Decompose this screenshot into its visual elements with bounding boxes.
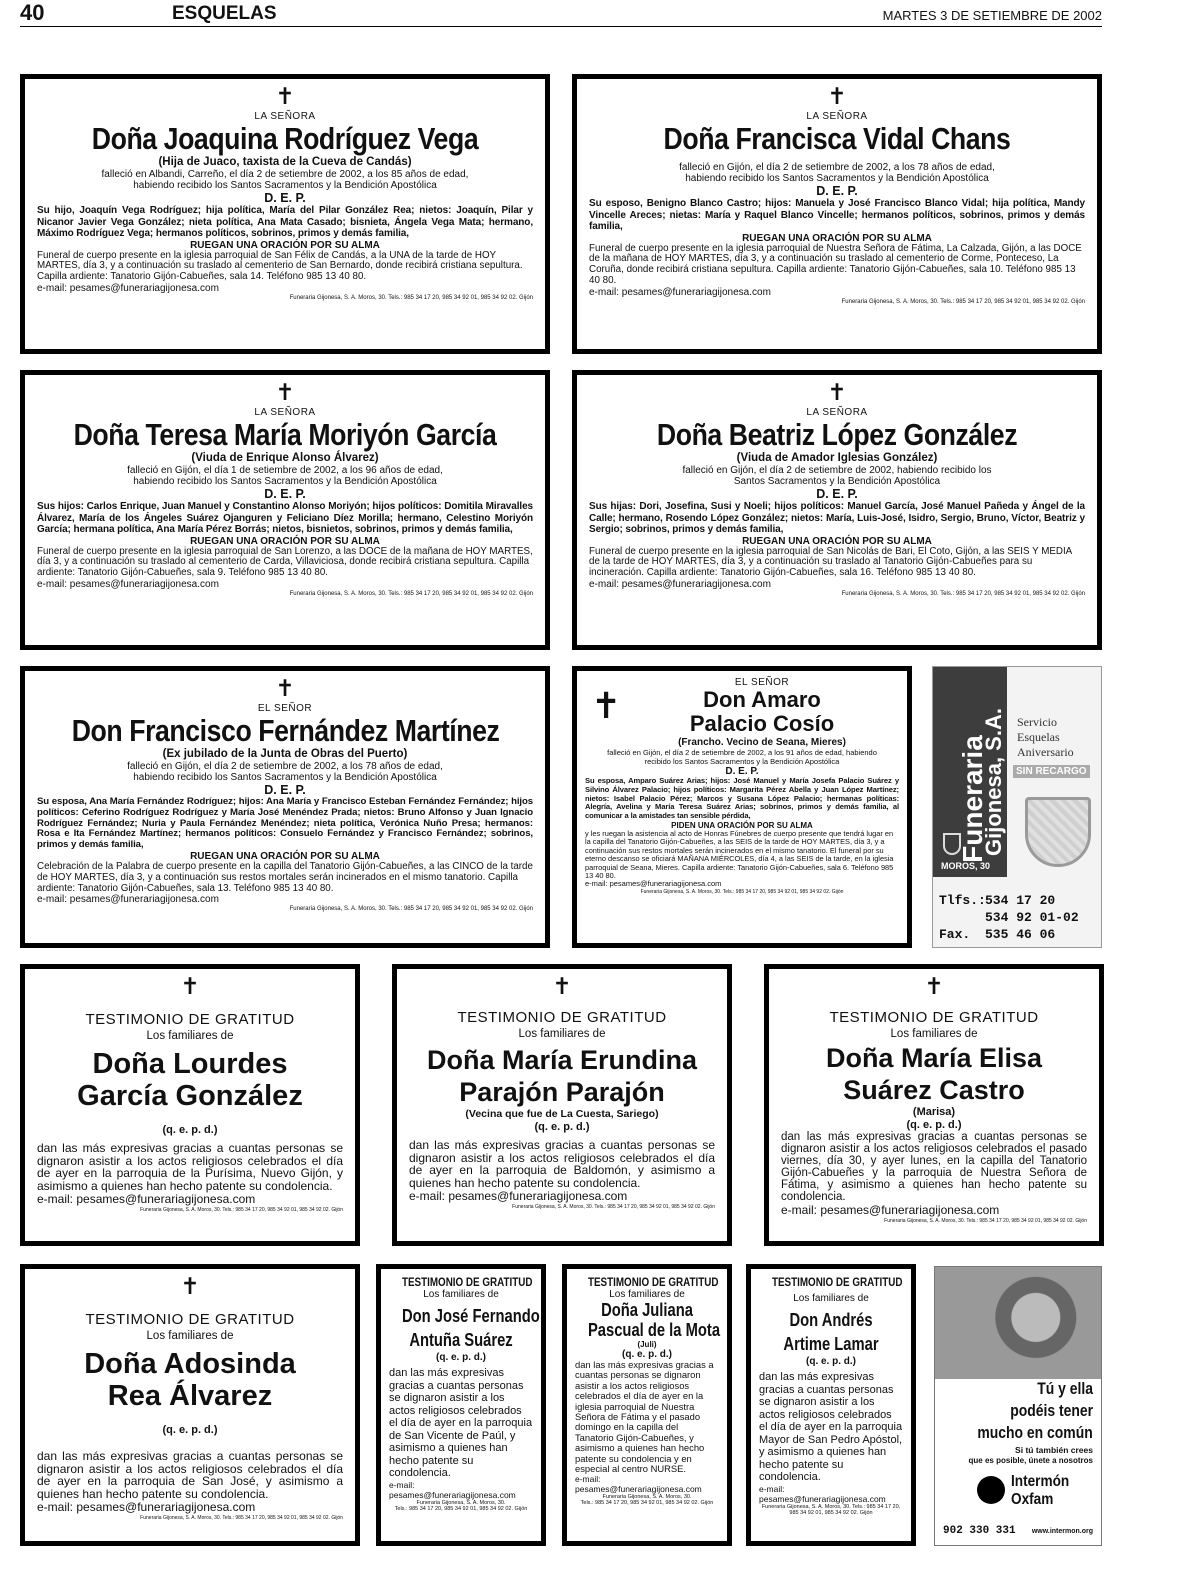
deceased-subtitle: (Vecina que fue de La Cuesta, Sariego): [465, 1108, 659, 1120]
ad-phone: 902 330 331: [943, 1525, 1016, 1537]
gratitude-notice: [376, 1264, 546, 1546]
condolence-email: e-mail: pesames@funerariagijonesa.com: [575, 1474, 702, 1495]
gratitude-notice: [746, 1264, 916, 1546]
funeral-home-footer: Funeraria Gijonesa, S. A. Moros, 30. Tels.: 985 34 17 20, 985 34 92 01, 985 34 92 02. Gijón: [289, 906, 533, 913]
obituary-notice: [20, 666, 550, 948]
cross-icon: ✝: [180, 1274, 200, 1300]
condolence-email: e-mail: pesames@funerariagijonesa.com: [37, 1500, 256, 1514]
qepd-mark: (q. e. p. d.): [906, 1119, 962, 1131]
deceased-name: Don Francisco Fernández Martínez: [71, 713, 500, 748]
funeral-home-footer-tels: Tels.: 985 34 17 20, 985 34 92 01, 985 34 92 02. Gijón: [394, 1505, 528, 1512]
dep-mark: D. E. P.: [264, 783, 306, 797]
deceased-name-line-2: Artime Lamar: [783, 1334, 879, 1354]
prayer-request: RUEGAN UNA ORACIÓN POR SU ALMA: [190, 850, 380, 862]
page-date: MARTES 3 DE SETIEMBRE DE 2002: [882, 8, 1102, 23]
deceased-name-line-1: Don José Fernando: [401, 1306, 540, 1326]
ad-fax-label: Fax.: [939, 927, 971, 942]
condolence-email: e-mail: pesames@funerariagijonesa.com: [389, 1479, 516, 1500]
family-list: Su esposa, Amparo Suárez Arias; hijos: José Manuel y María Josefa Palacio Suárez y Silvino Álvarez Palacio; hijos políticos: Margarita Pérez Abella y Juan López Martínez; nietos: Isabel Palacio Pérez; Marcos y Susana López Palacio; hermanas políticas: Alegría, Avelina y María Teresa Suárez Arias; sobrinos, primos y demás familia, al comunicar a la amistades tan sensible pérdida,: [585, 776, 899, 821]
deceased-subtitle: (Ex jubilado de la Junta de Obras del Puerto): [162, 748, 408, 760]
notice-label: LA SEÑORA: [806, 407, 868, 418]
ad-tel-label: Tlfs.:: [939, 893, 986, 908]
cross-icon: ✝: [591, 686, 622, 727]
obituary-notice: [20, 370, 550, 650]
condolence-email: e-mail: pesames@funerariagijonesa.com: [781, 1203, 1000, 1217]
gratitude-notice: [764, 964, 1104, 1246]
deceased-name: Doña Francisca Vidal Chans: [663, 121, 1011, 156]
prayer-request: RUEGAN UNA ORACIÓN POR SU ALMA: [190, 535, 380, 547]
deceased-name-line-2: García González: [77, 1080, 303, 1112]
deceased-name: Doña Joaquina Rodríguez Vega: [91, 121, 479, 156]
condolence-email: e-mail: pesames@funerariagijonesa.com: [585, 879, 722, 889]
dep-mark: D. E. P.: [725, 766, 759, 777]
ad-service-line-3: Aniversario: [1017, 745, 1074, 759]
ad-fax: 535 46 06: [985, 927, 1056, 942]
gratitude-notice: [392, 964, 732, 1246]
qepd-mark: (q. e. p. d.): [436, 1352, 486, 1363]
gratitude-message: dan las más expresivas gracias a cuantas personas se dignaron asistir a los actos religiosos celebrados el día de ayer en la parroquia de Baldomón, y asimismo a quienes han hecho patente su condolencia.: [409, 1138, 715, 1190]
gratitude-heading: TESTIMONIO DE GRATITUD: [457, 1009, 667, 1026]
funeral-details: Funeral de cuerpo presente en la iglesia parroquial de San Nicolás de Bari, El Coto, Gijón, a las SEIS Y MEDIA de la tarde de HOY MARTES, día 3, y a continuación su traslado al Tanatorio Gijón-Cabueñes para su incineración. Capilla ardiente: Tanatorio Gijón-Cabueñes, sala 16. Teléfono 985 13 40 80.: [589, 545, 1072, 579]
dep-mark: D. E. P.: [816, 184, 858, 198]
family-list: Su esposo, Benigno Blanco Castro; hijos: Manuela y José Francisco Blanco Vidal; hija política, Mandy Vincelle Areces; nietas: María y Raquel Blanco Vincelle; hermanos políticos, sobrinos, primos y demás familia,: [589, 198, 1085, 232]
gratitude-heading: TESTIMONIO DE GRATITUD: [401, 1275, 533, 1289]
funeral-home-footer: Funeraria Gijonesa, S. A. Moros, 30. Tels.: 985 34 17 20, 985 34 92 01, 985 34 92 02. Gijón: [640, 889, 844, 896]
condolence-email: e-mail: pesames@funerariagijonesa.com: [37, 894, 219, 906]
deceased-subtitle: (Viuda de Amador Iglesias González): [736, 452, 938, 464]
funeral-home-footer: Funeraria Gijonesa, S. A. Moros, 30. Tels.: 985 34 17 20, 985 34 92 01, 985 34 92 02. Gijón: [884, 1218, 1087, 1224]
notice-label: LA SEÑORA: [254, 111, 316, 122]
deceased-name-line-1: Doña Lourdes: [92, 1048, 288, 1080]
family-intro: Los familiares de: [793, 1293, 869, 1304]
deceased-name-line-1: Doña Juliana: [601, 1300, 693, 1320]
section-title: ESQUELAS: [172, 3, 277, 24]
funeral-details: y les ruegan la asistencia al acto de Honras Fúnebres de cuerpo presente que tendrá lugar en la capilla del Tanatorio Gijón-Cabueñes, a las SEIS de la tarde de HOY MARTES, día 3, y a continuación sus restos mortales serán incinerados en el mismo tanatorio. El funeral por su eterno descanso se oficiará MAÑANA MIÉRCOLES, día 4, a las SEIS de la tarde, en la iglesia parroquial de Seana, Mieres. Capilla ardiente: Tanatorio Gijón-Cabueñes, sala 6. Teléfono 985 13 40 80.: [585, 828, 894, 881]
gratitude-heading: TESTIMONIO DE GRATITUD: [587, 1275, 719, 1289]
prayer-request: RUEGAN UNA ORACIÓN POR SU ALMA: [742, 535, 932, 547]
funeral-home-footer-name: Funeraria Gijonesa, S. A. Moros, 30.: [416, 1499, 506, 1506]
deceased-name-line-2: Parajón Parajón: [459, 1077, 665, 1107]
deceased-name: Doña Teresa María Moriyón García: [73, 417, 497, 452]
intermon-oxfam-ad: [934, 1266, 1102, 1546]
page-number: 40: [20, 0, 45, 25]
gratitude-notice: [20, 964, 360, 1246]
notice-label: LA SEÑORA: [806, 111, 868, 122]
ad-slogan-line-3: mucho en común: [977, 1423, 1093, 1442]
gratitude-heading: TESTIMONIO DE GRATITUD: [829, 1009, 1039, 1026]
ad-coat-of-arms-icon: [943, 833, 961, 855]
gratitude-notice: [562, 1264, 732, 1546]
cross-icon: ✝: [827, 380, 847, 406]
deceased-name-line-2: Antuña Suárez: [409, 1330, 513, 1350]
gratitude-heading: TESTIMONIO DE GRATITUD: [771, 1275, 903, 1289]
oxfam-logo-icon: [977, 1476, 1005, 1504]
ad-no-charge-badge: SIN RECARGO: [1013, 765, 1090, 778]
ad-service-line-2: Esquelas: [1017, 730, 1060, 744]
family-intro: Los familiares de: [518, 1028, 606, 1040]
family-intro: Los familiares de: [146, 1030, 234, 1042]
ad-shield-graphic: [1025, 797, 1091, 867]
ad-sub-line-2: que es posible, únete a nosotros: [968, 1456, 1093, 1465]
notice-label: EL SEÑOR: [257, 703, 313, 714]
funeral-details: Funeral de cuerpo presente en la iglesia parroquial de Nuestra Señora de Fátima, La Calzada, Gijón, a las DOCE de la mañana de HOY MARTES, día 3, y a continuación su traslado al cementerio de Corme, Ponteceso, La Coruña, donde recibirá cristiana sepultura. Capilla ardiente: Tanatorio Gijón-Cabueñes, sala 10. Teléfono 985 13 40 80.: [589, 242, 1082, 286]
gratitude-heading: TESTIMONIO DE GRATITUD: [85, 1311, 295, 1328]
funeral-details: Funeral de cuerpo presente en la iglesia parroquial de San Lorenzo, a las DOCE de la mañana de HOY MARTES, día 3, y a continuación su traslado al cementerio de Carda, Villaviciosa, donde recibirá cristiana sepultura. Capilla ardiente: Tanatorio Gijón-Cabueñes, sala 9. Teléfono 985 13 40 80.: [37, 545, 533, 579]
cross-icon: ✝: [180, 974, 200, 1000]
funeral-home-footer: Funeraria Gijonesa, S. A. Moros, 30. Tels.: 985 34 17 20, 985 34 92 01, 985 34 92 02. Gijón: [841, 590, 1085, 597]
funeral-details: Celebración de la Palabra de cuerpo presente en la capilla del Tanatorio Gijón-Cabueñes, a las CINCO de la tarde de HOY MARTES, día 3, y a continuación sus restos mortales serán incinerados en el mismo tanatorio. Capilla ardiente: Tanatorio Gijón-Cabueñes, sala 13. Teléfono 985 13 40 80.: [37, 860, 533, 894]
ad-address: MOROS, 30: [941, 861, 991, 871]
ad-brand-line-2: Gijonesa, S.A.: [981, 708, 1006, 856]
family-intro: Los familiares de: [146, 1330, 234, 1342]
ad-web: www.intermon.org: [1031, 1528, 1093, 1535]
death-details: falleció en Gijón, el día 2 de setiembre de 2002, a los 78 años de edad, habiendo recibido los Santos Sacramentos y la Bendición Apostólica: [679, 162, 995, 184]
ad-photo: [935, 1267, 1102, 1379]
qepd-mark: (q. e. p. d.): [162, 1124, 218, 1136]
cross-icon: ✝: [275, 676, 295, 702]
funeral-home-footer: Funeraria Gijonesa, S. A. Moros, 30. Tels.: 985 34 17 20, 985 34 92 01, 985 34 92 02. Gijón: [841, 298, 1085, 305]
ad-tel-1: 534 17 20: [985, 893, 1056, 908]
ad-service-line-1: Servicio: [1017, 715, 1057, 729]
notice-label: EL SEÑOR: [734, 677, 790, 688]
condolence-email: e-mail: pesames@funerariagijonesa.com: [37, 578, 219, 590]
deceased-name-line-2: Pascual de la Mota: [587, 1320, 721, 1340]
ad-slogan-line-2: podéis tener: [1010, 1401, 1093, 1420]
prayer-request: PIDEN UNA ORACIÓN POR SU ALMA: [671, 820, 813, 830]
qepd-mark: (q. e. p. d.): [162, 1424, 218, 1436]
ad-sub-line-1: Si tú también crees: [1015, 1445, 1093, 1455]
ad-brand-line-1: Intermón: [1011, 1473, 1070, 1490]
deceased-name-line-2: Suárez Castro: [843, 1075, 1025, 1105]
family-list: Sus hijos: Carlos Enrique, Juan Manuel y Constantino Alonso Moriyón; hijos políticos: Domitila Miravalles Álvarez, María de los Ángeles Suárez Ojanguren y Feliciano Díez Morilla; hermano, Celestino Moriyón García; hermana política, Ana María Pérez Borrás; nietos, bisnietos, sobrinos, primos y demás familia,: [37, 501, 533, 535]
family-intro: Los familiares de: [890, 1028, 978, 1040]
funeral-home-footer: Funeraria Gijonesa, S. A. Moros, 30. Tels.: 985 34 17 20, 985 34 92 01, 985 34 92 02. Gijón: [289, 590, 533, 597]
death-details: falleció en Gijón, el día 2 de setiembre de 2002, a los 91 años de edad, habiendo recibido los Santos Sacramentos y la Bendición Apostólica: [607, 748, 877, 766]
ad-brand-line-2: Oxfam: [1011, 1491, 1054, 1508]
prayer-request: RUEGAN UNA ORACIÓN POR SU ALMA: [190, 239, 380, 251]
gratitude-message: dan las más expresivas gracias a cuantas personas se dignaron asistir a los actos religiosos celebrados el día de ayer en la parroquia de San Vicente de Paúl, y asimismo a quienes han hecho patente su condolencia.: [389, 1367, 533, 1479]
cross-icon: ✝: [924, 974, 944, 1000]
family-intro: Los familiares de: [423, 1289, 499, 1300]
qepd-mark: (q. e. p. d.): [806, 1356, 856, 1367]
cross-icon: ✝: [275, 380, 295, 406]
obituary-notice: [572, 74, 1102, 354]
deceased-name-line-1: Doña Adosinda: [84, 1348, 296, 1380]
deceased-subtitle: (Viuda de Enrique Alonso Álvarez): [191, 452, 379, 464]
deceased-subtitle: (Marisa): [912, 1106, 956, 1118]
condolence-email: e-mail: pesames@funerariagijonesa.com: [409, 1189, 628, 1203]
prayer-request: RUEGAN UNA ORACIÓN POR SU ALMA: [742, 232, 932, 244]
family-list: Sus hijas: Dori, Josefina, Susi y Noeli; hijos políticos: Manuel García, José Manuel Pañeda y Ángel de la Calle; hermano, Rosendo López González; nietos: María, Luis-José, Isidro, Sergio, Bruno, Víctor, Beatriz y Sergio; sobrinos, primos y demás familia,: [589, 501, 1085, 535]
gratitude-message: dan las más expresivas gracias a cuantas personas se dignaron asistir a los actos religiosos celebrados el día de ayer en la parroquia de San José, y asimismo a quienes han hecho patente su condolencia.: [37, 1449, 343, 1501]
cross-icon: ✝: [552, 974, 572, 1000]
funeraria-gijonesa-ad: [932, 666, 1102, 948]
family-list: Su hijo, Joaquín Vega Rodríguez; hija política, María del Pilar González Rea; nietos: Joaquín, Pilar y Nicanor Javier Vega González; nieta política, Ana Mata Casado; bisnieta, Ángela Vega Mata; hermano, Máximo Rodríguez Vega; hermanos políticos, sobrinos, primos y demás familia,: [37, 205, 533, 239]
qepd-mark: (q. e. p. d.): [534, 1121, 590, 1133]
deceased-subtitle: (Hija de Juaco, taxista de la Cueva de Candás): [158, 156, 412, 168]
obituary-notice: [572, 666, 912, 948]
condolence-email: e-mail: pesames@funerariagijonesa.com: [589, 578, 771, 590]
funeral-home-footer-tels: Tels.: 985 34 17 20, 985 34 92 01, 985 34 92 02. Gijón: [580, 1500, 714, 1507]
notice-label: LA SEÑORA: [254, 407, 316, 418]
death-details: falleció en Gijón, el día 2 de setiembre de 2002, a los 78 años de edad, habiendo recibido los Santos Sacramentos y la Bendición Apostólica: [127, 761, 443, 783]
family-intro: Los familiares de: [609, 1289, 685, 1300]
gratitude-notice: [20, 1264, 360, 1546]
death-details: falleció en Albandi, Carreño, el día 2 de setiembre de 2002, a los 85 años de edad, habiendo recibido los Santos Sacramentos y la Bendición Apostólica: [101, 169, 469, 191]
funeral-home-footer: Funeraria Gijonesa, S. A. Moros, 30. Tels.: 985 34 17 20, 985 34 92 01, 985 34 92 02. Gijón: [140, 1207, 343, 1213]
funeral-home-footer: Funeraria Gijonesa, S. A. Moros, 30. Tels.: 985 34 17 20, 985 34 92 01, 985 34 92 02. Gijón: [289, 294, 533, 301]
deceased-name-line-1: Doña María Elisa: [825, 1043, 1043, 1073]
death-details: falleció en Gijón, el día 1 de setiembre de 2002, a los 96 años de edad, habiendo recibido los Santos Sacramentos y la Bendición Apostólica: [127, 465, 443, 487]
funeral-home-footer-name: Funeraria Gijonesa, S. A. Moros, 30.: [602, 1494, 692, 1501]
death-details: falleció en Gijón, el día 2 de setiembre de 2002, habiendo recibido los Santos Sacramentos y la Bendición Apostólica: [682, 465, 992, 487]
ad-slogan-line-1: Tú y ella: [1037, 1379, 1093, 1398]
deceased-name-line-2: Palacio Cosío: [689, 711, 835, 736]
ad-tel-2: 534 92 01-02: [985, 910, 1079, 925]
deceased-name-line-2: Rea Álvarez: [107, 1380, 273, 1412]
deceased-subtitle: (Juli): [637, 1340, 657, 1349]
dep-mark: D. E. P.: [264, 487, 306, 501]
header-rule: [20, 26, 1102, 27]
deceased-name-line-1: Don Amaro: [703, 687, 821, 712]
cross-icon: ✝: [275, 84, 295, 110]
qepd-mark: (q. e. p. d.): [622, 1349, 672, 1360]
cross-icon: ✝: [827, 84, 847, 110]
condolence-email: e-mail: pesames@funerariagijonesa.com: [589, 286, 771, 298]
gratitude-message: dan las más expresivas gracias a cuantas personas se dignaron asistir a los actos religiosos celebrados el día de ayer en la parroquia Mayor de San Pedro Apóstol, y asimismo a quienes han hecho patente su condolencia.: [759, 1371, 903, 1483]
condolence-email: e-mail: pesames@funerariagijonesa.com: [37, 282, 219, 294]
obituary-notice: [20, 74, 550, 354]
family-list: Su esposa, Ana María Fernández Rodríguez; hijos: Ana María y Francisco Esteban Fernández Fernández; hijos políticos: Ceferino Rodríguez Rodríguez y María José Menéndez Prada; nietos: Bruno Alfonso y Juan Ignacio Rodríguez Fernández; Nuria y Paula Fernández Menéndez; nieta política, Verónica Nuño Presa; hermanos: Rosa e Ita Fernández Martínez; hermanos políticos: Consuelo Fernández y Francisco Fernández; sobrinos, primos y demás familia,: [37, 796, 533, 851]
obituary-notice: [572, 370, 1102, 650]
gratitude-heading: TESTIMONIO DE GRATITUD: [85, 1011, 295, 1028]
condolence-email: e-mail: pesames@funerariagijonesa.com: [37, 1192, 256, 1206]
gratitude-message: dan las más expresivas gracias a cuantas personas se dignaron asistir a los actos religiosos celebrados el día de ayer en la iglesia parroquial de Nuestra Señora de Fátima y el pasado domingo en la capilla del Tanatorio Gijón-Cabueñes, y asimismo a quienes han hecho patente su condolencia y en especial al centro NURSE.: [575, 1359, 714, 1475]
dep-mark: D. E. P.: [264, 191, 306, 205]
condolence-email: e-mail: pesames@funerariagijonesa.com: [759, 1483, 886, 1504]
deceased-subtitle: (Francho. Vecino de Seana, Mieres): [678, 737, 846, 748]
deceased-name: Doña Beatriz López González: [656, 417, 1018, 452]
deceased-name-line-1: Don Andrés: [789, 1310, 873, 1330]
gratitude-message: dan las más expresivas gracias a cuantas personas se dignaron asistir a los actos religiosos celebrados el día de ayer en la parroquia de la Purísima, Nuevo Gijón, y asimismo a quienes han hecho patente su condolencia.: [37, 1141, 343, 1193]
ad-brand-line-1: Funeraria: [957, 735, 988, 863]
funeral-home-footer: Funeraria Gijonesa, S. A. Moros, 30. Tels.: 985 34 17 20, 985 34 92 01, 985 34 92 02. Gijón: [512, 1204, 715, 1210]
funeral-details: Funeral de cuerpo presente en la iglesia parroquial de San Félix de Candás, a la UNA de la tarde de HOY MARTES, día 3, y a continuación su traslado al cementerio de San Bernardo, donde recibirá cristiana sepultura. Capilla ardiente: Tanatorio Gijón-Cabueñes, sala 14. Teléfono 985 13 40 80.: [37, 249, 523, 283]
dep-mark: D. E. P.: [816, 487, 858, 501]
funeral-home-footer: Funeraria Gijonesa, S. A. Moros, 30. Tels.: 985 34 17 20, 985 34 92 01, 985 34 92 02. Gijón: [140, 1515, 343, 1521]
funeral-home-footer: Funeraria Gijonesa, S. A. Moros, 30. Tels.: 985 34 17 20, 985 34 92 01, 985 34 92 02. Gijón: [761, 1503, 901, 1516]
gratitude-message: dan las más expresivas gracias a cuantas personas se dignaron asistir a los actos religiosos celebrados el pasado viernes, día 30, y ayer lunes, en la capilla del Tanatorio Gijón-Cabueñes y la parroquia de Nuestra Señora de Fátima, y asimismo a quienes han hecho patente su condolencia.: [781, 1131, 1087, 1203]
deceased-name-line-1: Doña María Erundina: [426, 1045, 698, 1075]
